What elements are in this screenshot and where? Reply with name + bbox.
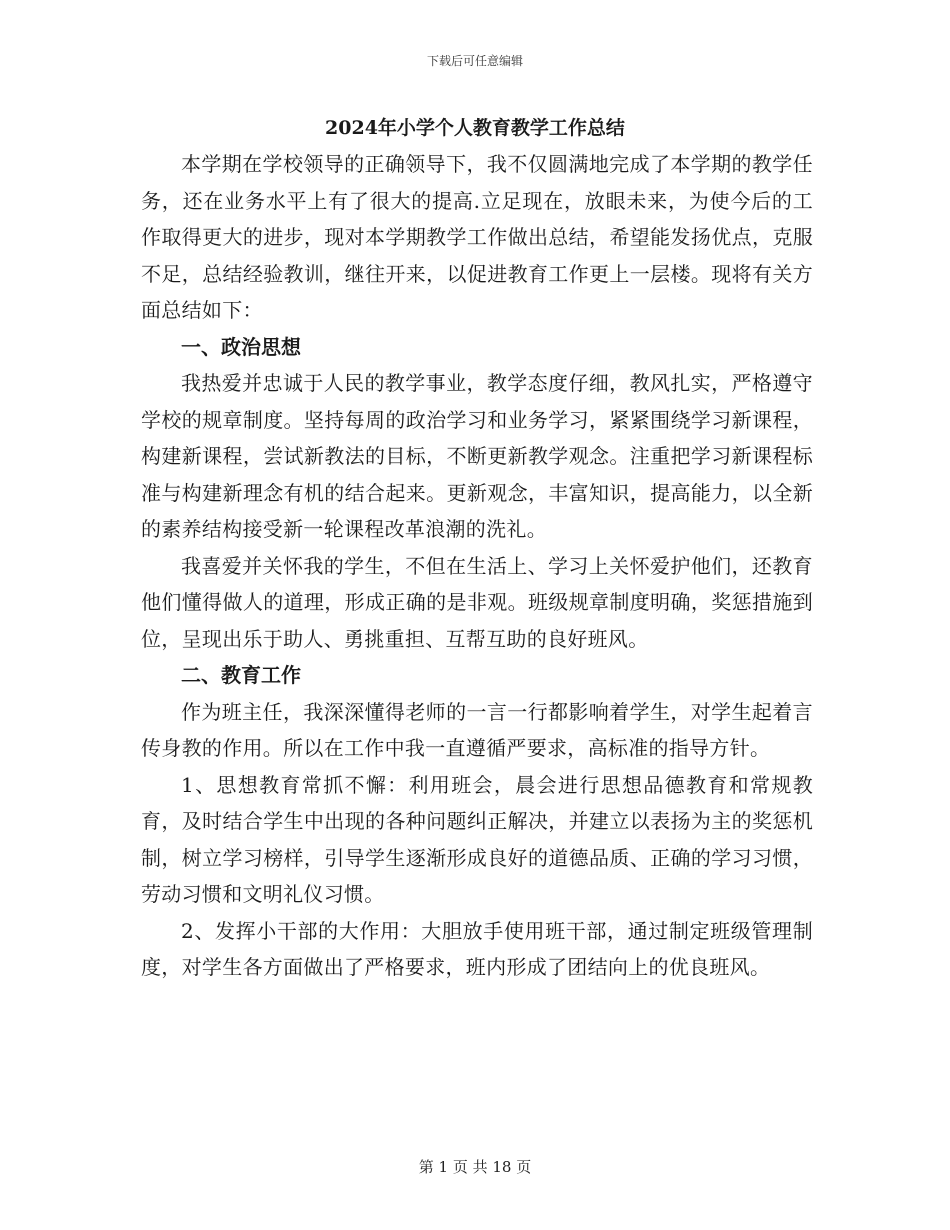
political-paragraph-1: 我热爱并忠诚于人民的教学事业，教学态度仔细，教风扎实，严格遵守学校的规章制度。坚持每周的政治学习和业务学习，紧紧围绕学习新课程，构建新课程，尝试新教法的目标，不断更新教学观念。注重把学习新课程标准与构建新理念有机的结合起来。更新观念，丰富知识，提高能力，以全新的素养结构接受新一轮课程改革浪潮的洗礼。 — [141, 371, 813, 541]
education-item-1: 1、思想教育常抓不懈：利用班会，晨会进行思想品德教育和常规教育，及时结合学生中出现的各种问题纠正解决，并建立以表扬为主的奖惩机制，树立学习榜样，引导学生逐渐形成良好的道德品质、正确的学习习惯，劳动习惯和文明礼仪习惯。 — [141, 772, 813, 906]
intro-paragraph: 本学期在学校领导的正确领导下，我不仅圆满地完成了本学期的教学任务，还在业务水平上有了很大的提高.立足现在，放眼未来，为使今后的工作取得更大的进步，现对本学期教学工作做出总结，希望能发扬优点，克服不足，总结经验教训，继往开来，以促进教育工作更上一层楼。现将有关方面总结如下： — [141, 152, 813, 322]
page-footer: 第 1 页 共 18 页 — [418, 1158, 532, 1176]
education-paragraph-1: 作为班主任，我深深懂得老师的一言一行都影响着学生，对学生起着言传身教的作用。所以在工作中我一直遵循严要求，高标准的指导方针。 — [141, 699, 813, 760]
section-heading-education: 二、教育工作 — [181, 663, 301, 687]
document-body — [141, 146, 813, 986]
document-title: 2024年小学个人教育教学工作总结 — [325, 117, 625, 139]
political-paragraph-2: 我喜爱并关怀我的学生，不但在生活上、学习上关怀爱护他们，还教育他们懂得做人的道理，形成正确的是非观。班级规章制度明确，奖惩措施到位，呈现出乐于助人、勇挑重担、互帮互助的良好班风。 — [141, 553, 813, 651]
education-item-2: 2、发挥小干部的大作用：大胆放手使用班干部，通过制定班级管理制度，对学生各方面做出了严格要求，班内形成了团结向上的优良班风。 — [141, 918, 813, 979]
header-note: 下载后可任意编辑 — [426, 54, 523, 68]
section-heading-political: 一、政治思想 — [181, 334, 301, 359]
